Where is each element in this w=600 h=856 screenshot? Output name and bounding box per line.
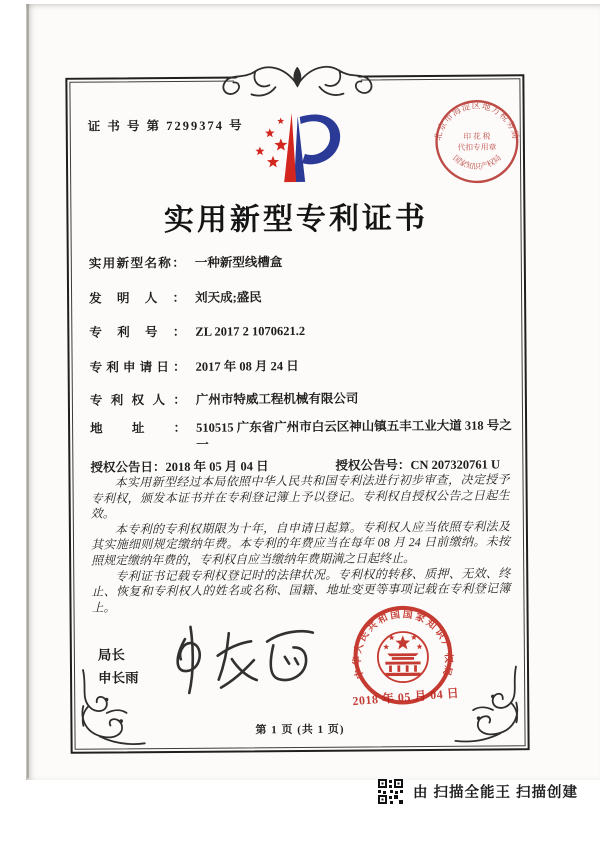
certificate-frame <box>65 74 529 754</box>
field-label: 专利权人： <box>89 392 186 408</box>
field-row-filing-date <box>90 356 512 376</box>
stamp-tax-seal <box>433 97 522 186</box>
grant-no-value: CN 207320761 U <box>410 457 501 473</box>
legal-text <box>90 472 510 616</box>
svg-text:印 花 税: 印 花 税 <box>463 131 491 141</box>
field-value: 510515 广东省广州市白云区神山镇五丰工业大道 318 号之一 <box>196 418 512 452</box>
field-row-inventor <box>89 287 511 307</box>
director-name: 申长雨 <box>98 670 139 686</box>
field-value: 广州市特威工程机械有限公司 <box>195 391 359 407</box>
top-flourish-ornament-icon <box>209 60 385 107</box>
page-number: 第 1 页 (共 1 页) <box>255 723 345 737</box>
field-label: 发明人： <box>89 290 186 306</box>
scanner-watermark-text: 由 扫描全能王 扫描创建 <box>413 785 579 801</box>
certificate-title: 实用新型专利证书 <box>163 201 429 238</box>
seal-date: 2018 年 05 月 04 日 <box>351 685 460 709</box>
svg-text:代扣专用章: 代扣专用章 <box>457 142 497 152</box>
cnipa-patent-logo-icon <box>248 108 349 191</box>
field-label: 专利号： <box>89 324 186 340</box>
director-title: 局长 <box>97 647 125 663</box>
grant-date-value: 2018 年 05 月 04 日 <box>165 459 269 475</box>
scan-edge <box>27 4 29 778</box>
field-row-patentee <box>90 389 512 409</box>
field-row-address <box>90 417 512 454</box>
field-row-patent-no <box>89 321 511 341</box>
svg-text:国家知识产权局: 国家知识产权局 <box>451 153 503 172</box>
paragraph: 专利证书记载专利权登记时的法律状况。专利权的转移、质押、无效、终止、恢复和专利权人的姓名或名称、国籍、地址变更等事项记载在专利登记簿上。 <box>91 565 511 615</box>
field-value: 2017 年 08 月 24 日 <box>195 358 299 374</box>
national-emblem-icon <box>378 632 428 682</box>
field-label: 实用新型名称： <box>88 255 185 271</box>
field-value: 刘天成;盛民 <box>195 290 262 305</box>
paragraph: 本专利的专利权期限为十年，自申请日起算。专利权人应当依照专利法及其实施细则规定缴纳年费。本专利的年费应当在每年 08 月 24 日前缴纳。未按照规定缴纳年费的，专利权自应当缴纳年费期满之日起终止。 <box>90 519 511 568</box>
director-signature <box>164 620 335 703</box>
certificate-number: 证 书 号 第 7299374 号 <box>87 118 244 134</box>
svg-text:北京市海淀区地方税务局: 北京市海淀区地方税务局 <box>432 100 522 142</box>
grant-no <box>335 454 500 473</box>
svg-text:中华人民共和国国家知识产权局: 中华人民共和国国家知识产权局 <box>352 609 454 680</box>
field-row-name <box>89 252 511 272</box>
field-value: 一种新型线槽盒 <box>194 255 283 270</box>
field-label: 地址： <box>90 420 187 436</box>
field-label: 专利申请日： <box>89 359 186 375</box>
scanner-watermark <box>378 779 578 804</box>
director-block <box>98 643 139 689</box>
field-value: ZL 2017 2 1070621.2 <box>195 323 306 339</box>
grant-no-label: 授权公告号： <box>335 458 411 473</box>
grant-date-label: 授权公告日： <box>90 460 166 475</box>
qr-code-icon <box>378 779 403 804</box>
grant-date <box>90 456 335 476</box>
paragraph: 本实用新型经过本局依照中华人民共和国专利法进行初步审查，决定授予专利权，颁发本证书并在专利登记簿上予以登记。专利权自授权公告之日起生效。 <box>90 472 510 521</box>
